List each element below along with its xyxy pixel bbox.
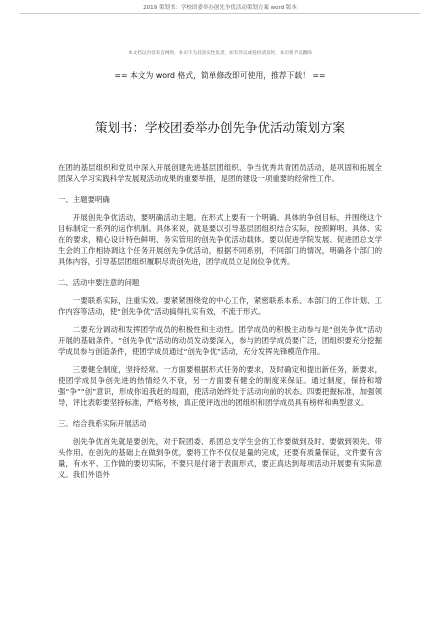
paragraph-3: 二要充分调动和发挥团学成员的积极性和主动性。团学成员的积极主动参与是“创先争优”活动开展的基础条件。“创先争优”活动的动员发动要深入，参与的团学成员要广泛，团组织要充分挖掘学成员参与创造条件，使团学成员通过“创先争优”活动，充分发挥先锋模范作用。 [58,325,382,356]
paragraph-4: 三要健全制度，坚持经常。一方面要根据形式任务的要求，及时确定和提出新任务，新要求，使团学成员争创先进的热情经久不衰，另一方面要有健全的制度来保证。通过制度，保持和增强“争”“创”意识，形成你追我赶的局面，使活动始终处于活动向前的状态。四要把握标准，加强领导，评比表彰要坚持标准，严格考核，真正使评选出的团组织和团学成员具有榜样和典型意义。 [58,365,382,407]
disclaimer-note: 本文档以内容来自网络，本司不为其真实性负责，如有异议或侵权请及时，本司将予以删除 [128,51,312,56]
page-header: 2019 策划书：学校团委举办创先争优活动策划方案 word 版本 [143,5,297,11]
section-heading-1: 一、主题要明确 [58,195,110,204]
section-heading-3: 三、结合我系实际开展活动 [58,419,147,428]
section-heading-2: 二、活动中要注意的问题 [58,278,140,287]
document-body [58,162,382,480]
format-banner: == 本文为 word 格式，简单修改即可使用，推荐下载！ == [114,71,326,80]
document-title: 策划书：学校团委举办创先争优活动策划方案 [94,120,345,135]
intro-paragraph: 在团的基层组织和党员中深入开展创建先进基层团组织、争当优秀共青团员活动，是巩固和拓展全团深入学习实践科学发展观活动成果的重要举措，是团的建设一项重要的经常性工作。 [58,163,382,183]
paragraph-1: 开展创先争优活动，要明确活动主题。在形式上要有一个明确、具体的争创目标，并围绕这个目标制定一系列的运作机制。具体来说，就是要以引导基层团组织结合实际，按照鲜明、具体、实在的要求，精心设计特色鲜明、务实管用的创先争优活动载体。要以促进学院发展、促进团总支学生会的工作相协调这个任务开展创先争优活动，根据不同系别，不同部门的情况，明确各个部门的具体内容，引导基层团组织履职尽责创先进，团学成员立足岗位争优秀。 [58,213,382,266]
paragraph-5: 创先争优首先就是要创先，对于院团委、系团总支学生会的工作要做到及时、要做到领先、带头作用。在创先的基础上在做到争优，要将工作不仅仅是量的完成，还要有质量保证，文件要有含量，有水平、工作做的要切实际，不要只是付诸于表面形式，要正真达到每项活动开展要有实际意义。我们外语外 [58,437,382,479]
header-divider [20,13,420,14]
paragraph-2: 一要联系实际，注重实效。要紧紧围绕党的中心工作，紧密联系本系、本部门的工作计划、工作内容等活动，使“创先争优”活动搞得扎实有效，不流于形式。 [58,296,382,316]
